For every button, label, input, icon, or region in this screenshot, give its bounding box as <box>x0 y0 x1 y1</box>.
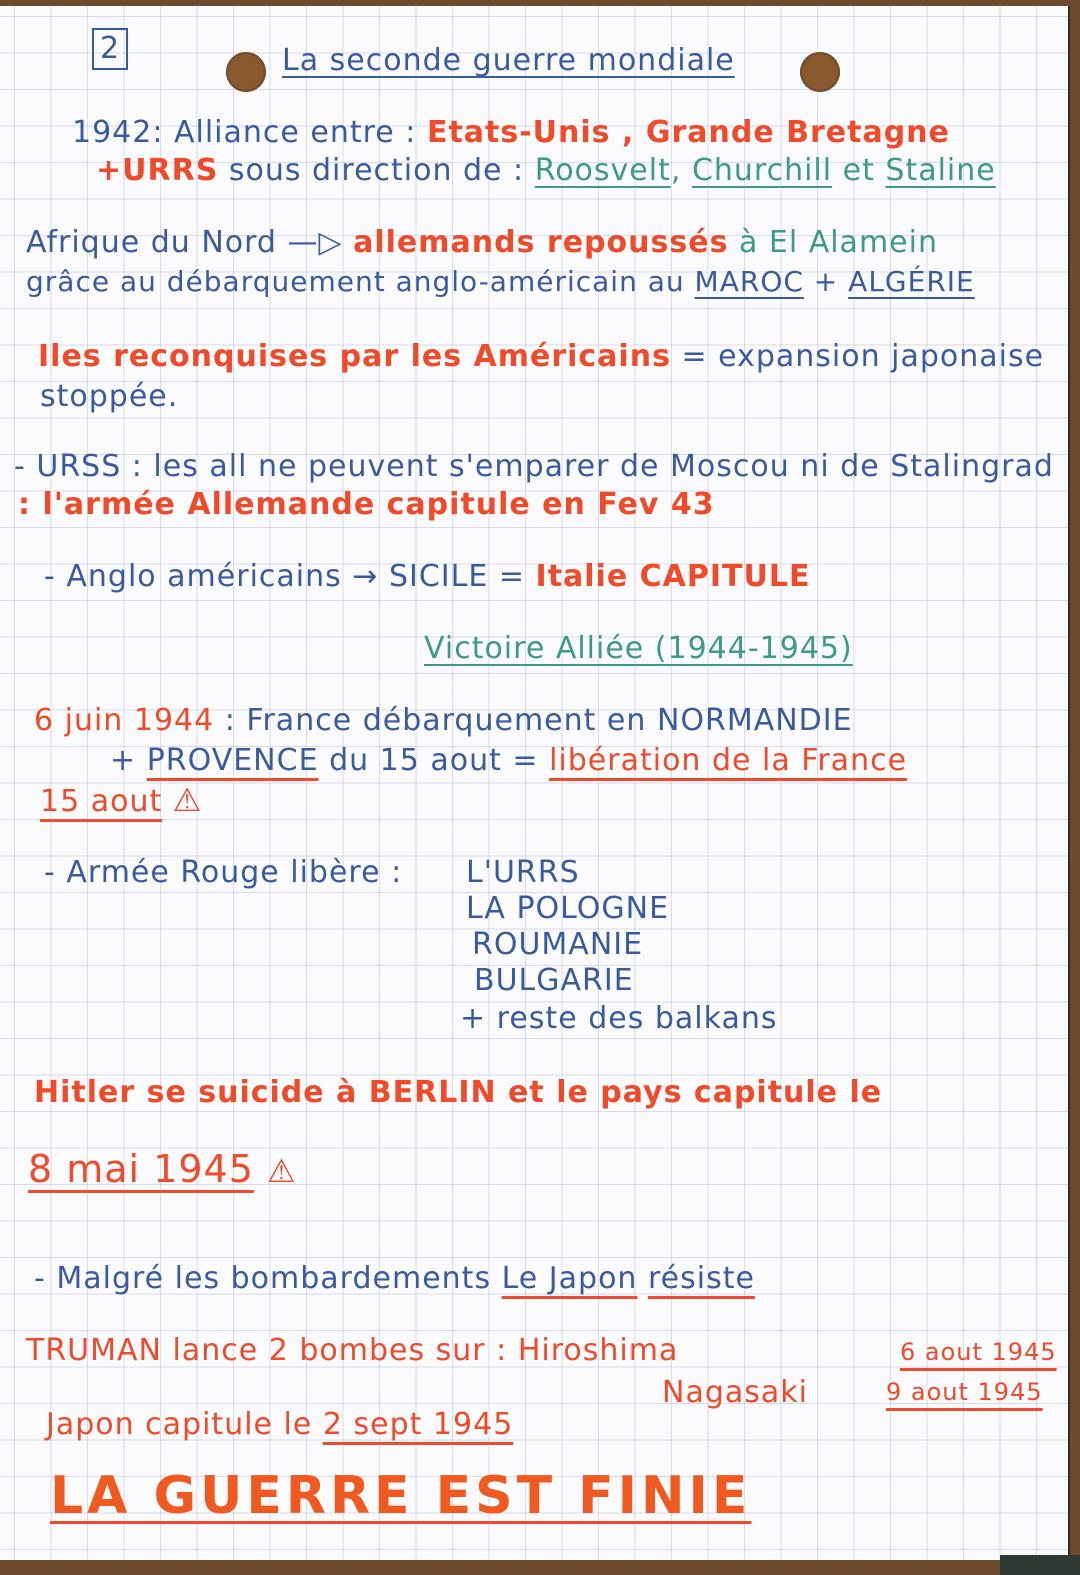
leader-roosevelt: Roosvelt <box>534 153 671 188</box>
alliance-line-1: 1942: Alliance entre : Etats-Unis , Grande Bretagne <box>72 115 950 150</box>
page-title: La seconde guerre mondiale <box>282 43 735 78</box>
desk-corner <box>1000 1555 1080 1575</box>
hitler-date-line: 8 mai 1945 ⚠ <box>28 1147 297 1191</box>
page-number <box>92 28 128 70</box>
iles-line-1: Iles reconquises par les Américains = expansion japonaise <box>38 339 1045 374</box>
debarquement-line-1: 6 juin 1944 : France débarquement en NORMANDIE <box>34 703 853 738</box>
hitler-line: Hitler se suicide à BERLIN et le pays capitule le <box>34 1075 883 1110</box>
binder-hole-left <box>226 52 266 92</box>
liberated-country: BULGARIE <box>474 963 634 998</box>
debarquement-line-2: + PROVENCE du 15 aout = libération de la France <box>110 743 908 778</box>
urss-line-1: - URSS : les all ne peuvent s'emparer de Moscou ni de Stalingrad <box>14 449 1054 484</box>
truman-line: TRUMAN lance 2 bombes sur : Hiroshima <box>26 1333 679 1368</box>
japon-line: - Malgré les bombardements Le Japon résiste <box>34 1261 755 1296</box>
page-number-box: 2 <box>92 28 128 70</box>
liberation-france: libération de la France <box>549 743 908 778</box>
debarquement-line-3: 15 aout ⚠ <box>40 781 203 819</box>
nagasaki-label: Nagasaki <box>662 1375 808 1410</box>
victoire-alliee-heading: Victoire Alliée (1944-1945) <box>424 631 853 666</box>
urss-line-2: : l'armée Allemande capitule en Fev 43 <box>18 487 715 522</box>
warning-icon: ⚠ <box>172 781 203 819</box>
hiroshima-date: 6 aout 1945 <box>900 1338 1057 1366</box>
afrique-line-1: Afrique du Nord —▷ allemands repoussés à El Alamein <box>26 225 938 260</box>
warning-icon: ⚠ <box>267 1152 297 1190</box>
nagasaki-date: 9 aout 1945 <box>886 1378 1043 1406</box>
sicile-line: - Anglo américains → SICILE = Italie CAPITULE <box>44 559 811 594</box>
afrique-line-2: grâce au débarquement anglo-américain au MAROC + ALGÉRIE <box>26 265 975 298</box>
iles-line-2: stoppée. <box>40 379 179 414</box>
leader-churchill: Churchill <box>691 153 833 188</box>
alliance-line-2: +URRS sous direction de : Roosvelt, Churchill et Staline <box>96 153 996 188</box>
liberated-country: ROUMANIE <box>472 927 644 962</box>
armee-rouge-prefix: - Armée Rouge libère : <box>44 855 403 890</box>
liberated-country: L'URRS <box>466 855 580 890</box>
liberated-country: LA POLOGNE <box>466 891 670 926</box>
liberated-country: + reste des balkans <box>460 1001 778 1036</box>
leader-stalin: Staline <box>885 153 996 188</box>
binder-hole-right <box>800 52 840 92</box>
conclusion-heading: LA GUERRE EST FINIE <box>50 1466 752 1526</box>
japon-capitulation-line: Japon capitule le 2 sept 1945 <box>46 1407 514 1442</box>
notebook-page <box>0 6 1068 1560</box>
